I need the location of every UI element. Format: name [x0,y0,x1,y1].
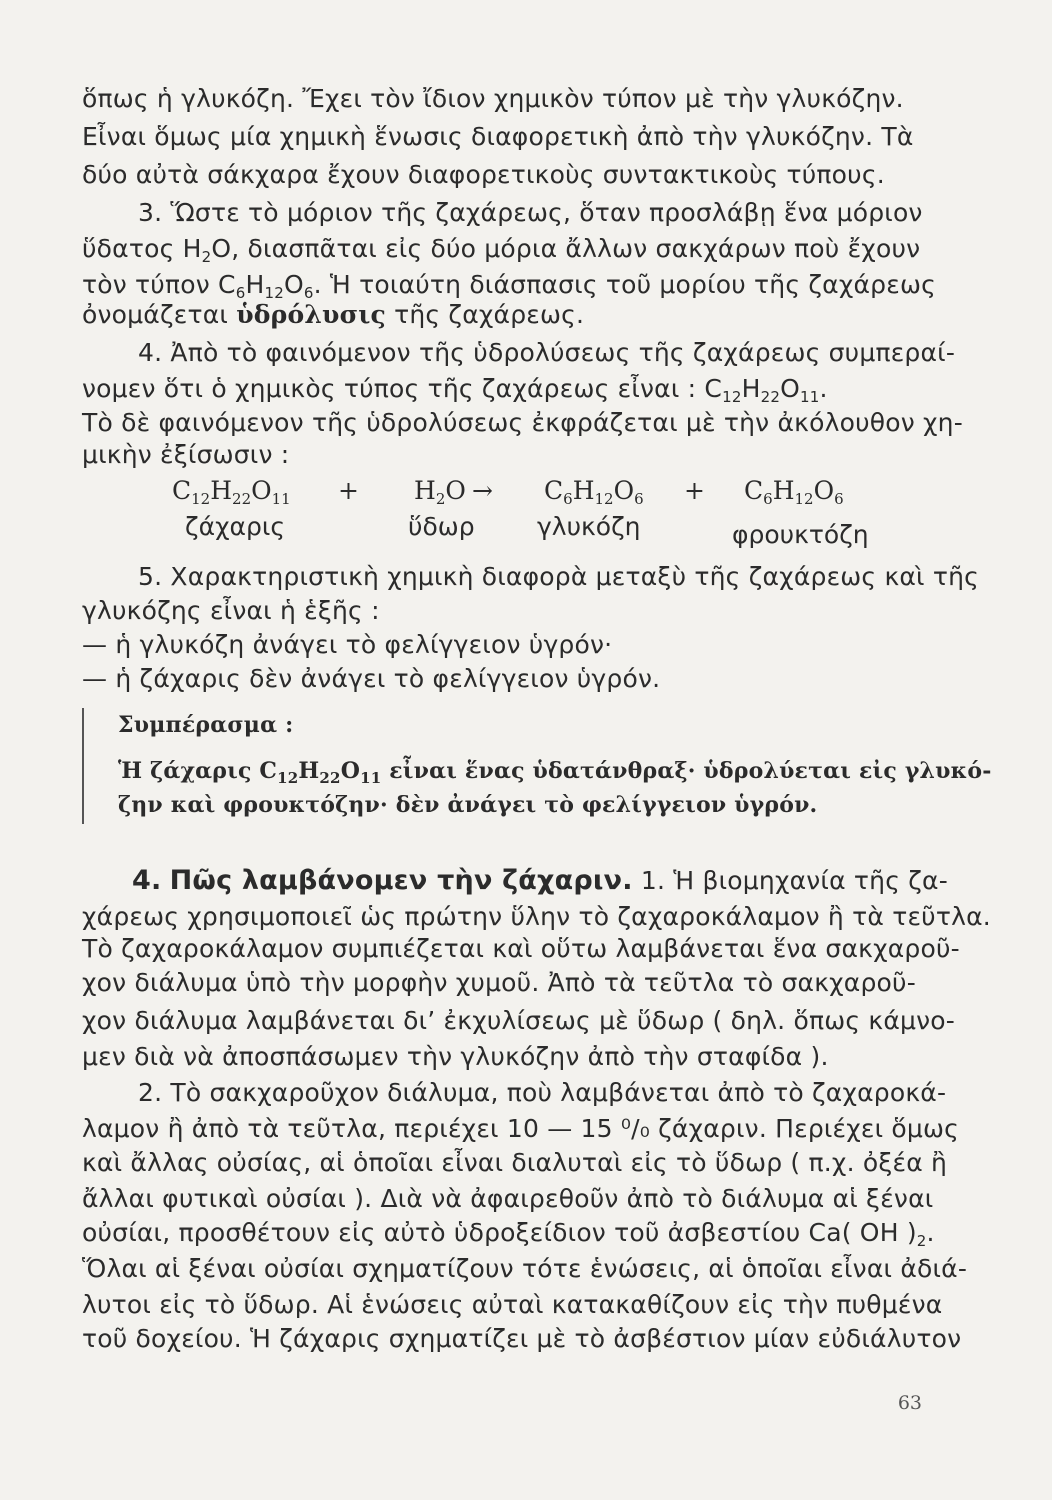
text-line: χον διάλυμα λαμβάνεται δι’ ἐκχυλίσεως μὲ ὕδωρ ( δηλ. ὅπως κάμνο- [82,1006,955,1035]
subscript: 11 [799,388,820,406]
text-line: οὐσίαι, προσθέτουν εἰς αὐτὸ ὑδροξείδιον τοῦ ἀσβεστίου Ca( OH )$_2$. [82,1218,935,1250]
list-item: — ἡ ζάχαρις δὲν ἀνάγει τὸ φελίγγειον ὑγρόν. [82,664,661,693]
conclusion-box [82,708,992,824]
subscript: 12 [264,284,284,302]
text-span: . Ἡ τοιαύτη διάσπασις τοῦ μορίου τῆς ζαχάρεως [313,270,936,299]
text-span: O, διασπᾶται εἰς δύο μόρια ἄλλων σακχάρων ποὺ ἔχουν [211,234,921,263]
list-item: — ἡ γλυκόζη ἀνάγει τὸ φελίγγειον ὑγρόν· [82,630,613,659]
subscript: 2 [201,248,212,266]
text-line: τοῦ δοχείου. Ἡ ζάχαρις σχηματίζει μὲ τὸ ἀσβέστιον μίαν εὐδιάλυτον [82,1324,962,1353]
text-line: 5. Χαρακτηριστικὴ χημικὴ διαφορὰ μεταξὺ τῆς ζαχάρεως καὶ τῆς [138,562,980,591]
chemical-equation [0,476,1052,556]
page-number: 63 [897,1392,922,1414]
text-line: Τὸ δὲ φαινόμενον τῆς ὑδρολύσεως ἐκφράζεται μὲ τὴν ἀκόλουθον χη- [82,408,963,437]
text-line: ἄλλαι φυτικαὶ οὐσίαι ). Διὰ νὰ ἀφαιρεθοῦν ἀπὸ τὸ διάλυμα αἱ ξέναι [82,1184,934,1213]
text-span: O [780,374,800,403]
text-line: Τὸ ζαχαροκάλαμον συμπιέζεται καὶ οὕτω λαμβάνεται ἕνα σακχαροῦ- [82,934,960,963]
section-heading-line [132,866,956,896]
text-line: ὅπως ἡ γλυκόζη. Ἔχει τὸν ἴδιον χημικὸν τύπον μὲ τὴν γλυκόζην. [82,84,904,113]
text-line: λυτοι εἰς τὸ ὕδωρ. Αἱ ἑνώσεις αὐταὶ κατακαθίζουν εἰς τὴν πυθμένα [82,1290,943,1319]
text-line: καὶ ἄλλας οὐσίας, αἱ ὁποῖαι εἶναι διαλυταὶ εἰς τὸ ὕδωρ ( π.χ. ὀξέα ἢ [82,1148,948,1177]
text-span: ὀνομάζεται [82,300,237,329]
arrow-icon: → [472,476,493,505]
text-line: μικὴν ἐξίσωσιν : [82,440,290,469]
name-water: ὕδωρ [408,512,475,541]
section-number: 4. [132,865,162,896]
text-line [82,270,962,300]
name-sucrose: ζάχαρις [185,512,285,541]
text-span: O [283,270,304,299]
text-line: 2. Τὸ σακχαροῦχον διάλυμα, ποὺ λαμβάνεται ἀπὸ τὸ ζαχαροκά- [138,1078,947,1107]
text-line: 3. Ὥστε τὸ μόριον τῆς ζαχάρεως, ὅταν προσλάβῃ ἕνα μόριον [138,198,923,227]
text-span: ὕδατος H [82,234,202,263]
text-line [82,300,962,330]
text-line: γλυκόζης εἶναι ἡ ἑξῆς : [82,596,380,625]
bold-term: ὑδρόλυσις [236,300,386,329]
text-span: τὸν τύπον C [82,270,236,299]
subscript: 12 [722,388,742,406]
text-line: χάρεως χρησιμοποιεῖ ὡς πρώτην ὕλην τὸ ζαχαροκάλαμον ἢ τὰ τεῦτλα. [82,902,991,931]
formula-glucose: $C_6H_{12}O_6$ [544,476,644,508]
text-line: λαμον ἢ ἀπὸ τὰ τεῦτλα, περιέχει 10 — 15 ⁰/₀ ζάχαριν. Περιέχει ὅμως [82,1114,960,1143]
text-line: Εἶναι ὅμως μία χημικὴ ἕνωσις διαφορετικὴ ἀπὸ τὴν γλυκόζην. Τὰ [82,122,914,151]
formula-sucrose: $C_{12}H_{22}O_{11}$ [172,476,291,508]
name-fructose: φρουκτόζη [732,520,869,549]
conclusion-line: ζην καὶ φρουκτόζην· δὲν ἀνάγει τὸ φελίγγειον ὑγρόν. [118,792,818,818]
section-title: Πῶς λαμβάνομεν τὴν ζάχαριν. [169,865,633,896]
text-line: χον διάλυμα ὑπὸ τὴν μορφὴν χυμοῦ. Ἀπὸ τὰ τεῦτλα τὸ σακχαροῦ- [82,968,916,997]
text-line: 4. Ἀπὸ τὸ φαινόμενον τῆς ὑδρολύσεως τῆς ζαχάρεως συμπεραί- [138,338,956,367]
subscript: 6 [235,284,246,302]
text-line: Ὅλαι αἱ ξέναι οὐσίαι σχηματίζουν τότε ἑνώσεις, αἱ ὁποῖαι εἶναι ἀδιά- [82,1254,968,1283]
text-span: . [819,374,828,403]
text-span: τῆς ζαχάρεως. [385,300,585,329]
conclusion-line: Ἡ ζάχαρις $C_{12}H_{22}O_{11}$ εἶναι ἕνας ὑδατάνθραξ· ὑδρολύεται εἰς γλυκό- [118,758,992,787]
text-line: δύο αὐτὰ σάκχαρα ἔχουν διαφορετικοὺς συντακτικοὺς τύπους. [82,160,885,189]
text-line [82,234,962,264]
subscript: 6 [303,284,314,302]
text-span: 1. Ἡ βιομηχανία τῆς ζα- [632,866,948,895]
formula-fructose: $C_6H_{12}O_6$ [744,476,844,508]
conclusion-title: Συμπέρασμα : [118,712,294,738]
plus-sign: + [338,476,359,505]
formula-water: $H_2O$ [414,476,466,508]
subscript: 22 [760,388,781,406]
text-span: νομεν ὅτι ὁ χημικὸς τύπος τῆς ζαχάρεως εἶναι : C [82,374,723,403]
text-line [82,374,962,404]
text-line: μεν διὰ νὰ ἀποσπάσωμεν τὴν γλυκόζην ἀπὸ τὴν σταφίδα ). [82,1042,829,1071]
name-glucose: γλυκόζη [537,512,641,541]
text-span: H [741,374,761,403]
plus-sign: + [684,476,705,505]
text-span: H [245,270,265,299]
